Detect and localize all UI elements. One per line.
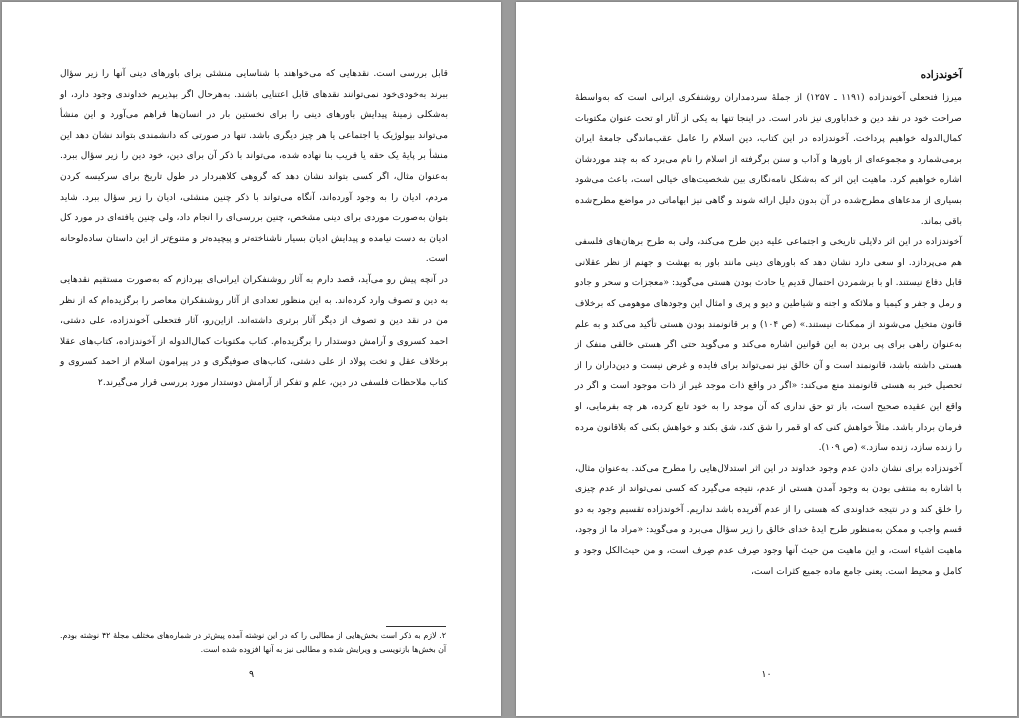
section-heading: آخوندزاده xyxy=(920,69,962,81)
right-paragraph-3: آخوندزاده برای نشان دادن عدم وجود خداوند در این اثر استدلال‌هایی را مطرح می‌کند. به‌عنوان مثال، با اشاره به منتفی بودن به وجود آمدن هستی از عدم، نتیجه می‌گیرد که کسی نمی‌تواند از عدم چیزی را خلق کند و در نتیجه خداوندی که هستی را از عدم آفریده باشد نداریم. آخوندزاده تقسیم وجود به دو قسم واجب و ممکن به‌منظور طرح ایدهٔ خدای خالق را زیر سؤال می‌برد و می‌گوید: «مراد ما از وجود، ماهیت اشیاء است، و این ماهیت من حیث آنها وجود صِرف عدم صِرف است، و من حیث‌الکل وجود و کامل و محیط است. یعنی جامع ماده جمیع کثرات است، xyxy=(575,462,962,577)
footnote-rule xyxy=(386,626,446,627)
right-page-number: ۱۰ xyxy=(761,669,772,680)
left-paragraph-1: قابل بررسی است. نقدهایی که می‌خواهند با شناسایی منشئی برای باورهای دینی آنها را زیر سؤال ببرند به‌خودی‌خود نمی‌توانند نقدهای قابل اعتنایی باشند. به‌هرحال اگر بپذیریم خداوندی وجود دارد، او به‌شکلی زمینهٔ پیدایش باورهای دینی را برای نخستین بار در انسان‌ها فراهم می‌آورد و این منشأ می‌تواند بیولوژیک یا اجتماعی یا هر چیز دیگری باشد. تنها در صورتی که دانشمندی بتواند نشان دهد این منشأ بر پایهٔ یک حقه یا فریب بنا نهاده شده، می‌تواند با ذکر آن برای دین، خود دین را زیر سؤال ببرد. به‌عنوان مثال، اگر کسی بتواند نشان دهد که گروهی کلاهبردار در طول تاریخ برای سرکیسه کردن مردم، ادیان را به وجود آورده‌اند، آنگاه می‌تواند با ذکر چنین منشئی، ادیان را زیر سؤال ببرد. شاید بتوان به‌صورت موردی برای دینی مشخص، چنین بررسی‌ای را انجام داد، ولی چنین یافته‌ای در مورد کل ادیان به دست نیامده و پیدایش ادیان بسیار ناشناخته‌تر و پیچیده‌تر و متنوع‌تر از این داستان ساده‌لوحانه است. xyxy=(60,68,448,265)
left-paragraph-2: در آنچه پیش رو می‌آید، قصد دارم به آثار روشنفکران ایرانی‌ای بپردازم که به‌صورت مستقیم نقدهایی به دین و تصوف وارد کرده‌اند. به این منظور تعدادی از آثار روشنفکران معاصر را برگزیده‌ام که از نظر من در نقد دین و تصوف از دیگر آثار برتری داشته‌اند. ازاین‌رو، آثار فتحعلی آخوندزاده، علی دشتی، احمد کسروی و آرامش دوستدار را برگزیده‌ام. کتاب مکتوبات کمال‌الدوله از آخوندزاده، کتاب‌های عقلا برخلاف عقل و تخت پولاد از علی دشتی، کتاب‌های صوفیگری و در پیرامون اسلام از احمد کسروی و کتاب ملاحظات فلسفی در دین، علم و تفکر از آرامش دوستدار مورد بررسی قرار می‌گیرند.۲ xyxy=(60,273,448,388)
right-paragraph-1: میرزا فتحعلی آخوندزاده (۱۱۹۱ ـ ۱۲۵۷) از جملهٔ سردمداران روشنفکری ایرانی است که به‌واسطهٔ صراحت خود در نقد دین و خداباوری نیز نادر است. در اینجا تنها به یکی از آثار او تحت عنوان مکتوبات کمال‌الدوله خواهیم پرداخت. آخوندزاده در این کتاب، دین اسلام را عامل عقب‌ماندگی جامعهٔ ایران برمی‌شمارد و مجموعه‌ای از باورها و آداب و سنن برگرفته از اسلام را نام می‌برد که به چند موردشان اشاره خواهیم کرد. ماهیت این اثر که به‌شکل نامه‌نگاری بین شخصیت‌های خیالی است، باعث می‌شود بسیاری از مدعاهای مطرح‌شده در آن بدون دلیل ارائه شوند و گاهی نیز ابهاماتی در مواضع مطرح‌شده باقی بماند. xyxy=(575,92,963,227)
right-paragraph-2: آخوندزاده در این اثر دلایلی تاریخی و اجتماعی علیه دین طرح می‌کند، ولی به طرح برهان‌های فلسفی هم می‌پردازد. او سعی دارد نشان دهد که باورهای دینی مانند باور به بهشت و جهنم از نظر عقلانی قابل دفاع نیستند. او با برشمردن احتمال قدیم یا حادث بودن هستی می‌گوید: «معجزات و سحر و جادو و رمل و جفر و کیمیا و ملائکه و اجنه و شیاطین و دیو و پری و امثال این وجودهای موهومی که برخلاف قانون متخیل می‌شوند از ممکنات نیستند.» (ص ۱۰۴) و بر قانونمند بودن هستی تأکید می‌کند و به علم به‌عنوان راهی برای پی بردن به این قوانین اشاره می‌کند و می‌گوید حتی اگر هستی خالقی منفک از هستی داشته باشد، قانونمند است و آن خالق نیز نمی‌تواند برای فایده و غرض نیست و دین‌داران را از تحصیل خبر به هستی قانونمند منع می‌کند: «اگر در واقع ذات موجد غیر از ذات موجود است و اگر در واقع این عقیده صحیح است، باز تو حق نداری که آن موجد را به خود تابع کرده، هر چه بفرمایی، او فرمان بردار باشد. مثلاً خواهش کنی که او قمر را شق کند، شق بکند و خواهش بکنی که بلاقانون مرده را زنده سازد، زنده سازد.» (ص ۱۰۹). xyxy=(575,236,962,454)
left-page xyxy=(2,2,501,716)
right-page xyxy=(516,2,1017,716)
left-page-body xyxy=(60,64,448,394)
footnote: ۲. لازم به ذکر است بخش‌هایی از مطالبی را که در این نوشته آمده پیش‌تر در شماره‌های مختلف مجلهٔ ۴۲ نوشته بودم. آن بخش‌ها بازنویسی و ویرایش شده و مطالبی نیز به آنها افزوده شده است. xyxy=(60,631,446,654)
right-page-body xyxy=(575,64,962,582)
left-page-number: ۹ xyxy=(248,669,255,680)
